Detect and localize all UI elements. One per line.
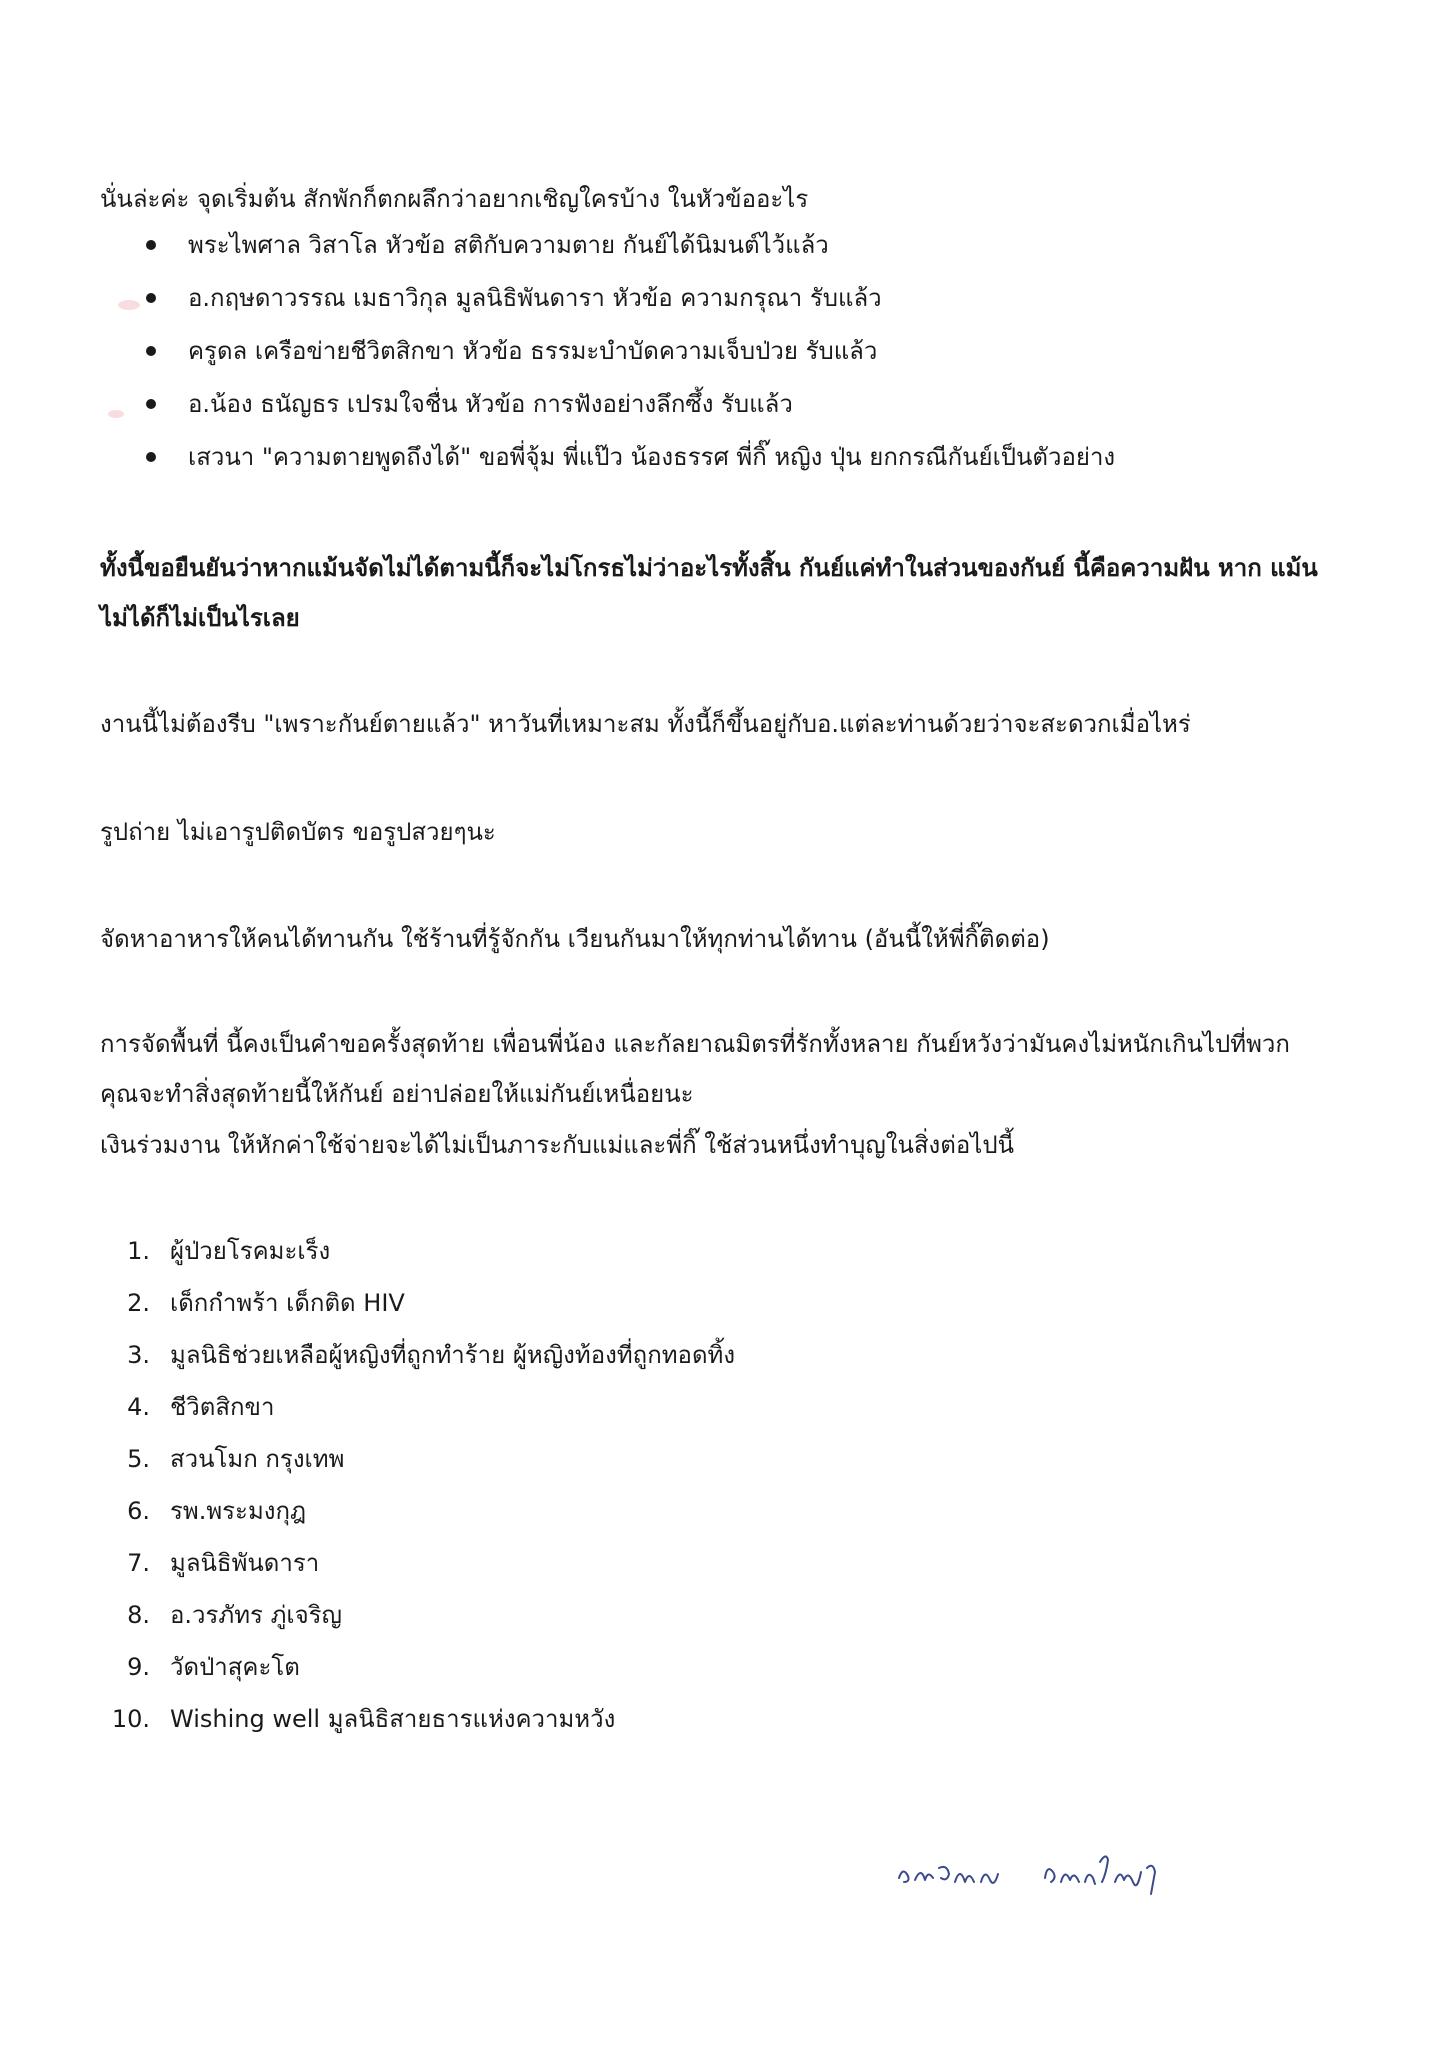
bullet-icon — [146, 399, 156, 409]
bullet-icon — [146, 240, 156, 250]
date-paragraph: งานนี้ไม่ต้องรีบ "เพราะกันย์ตายแล้ว" หาวันที่เหมาะสม ทั้งนี้ก็ขึ้นอยู่กับอ.แต่ละท่านด้วยว่าจะสะดวกเมื่อไหร่ — [100, 710, 1191, 738]
list-item: 3. มูลนิธิช่วยเหลือผู้หญิงที่ถูกทำร้าย ผู้หญิงท้องที่ถูกทอดทิ้ง — [127, 1341, 736, 1369]
list-item: 7. มูลนิธิพันดารา — [127, 1549, 320, 1577]
list-item: 8. อ.วรภัทร ภู่เจริญ — [127, 1601, 342, 1629]
bullet-icon — [146, 293, 156, 303]
list-item: 6. รพ.พระมงกุฎ — [127, 1497, 307, 1525]
money-paragraph: เงินร่วมงาน ให้หักค่าใช้จ่ายจะได้ไม่เป็นภาระกับแม่และพี่กิ๊ ใช้ส่วนหนึ่งทำบุญในสิ่งต่อไปนี้ — [100, 1131, 1014, 1159]
list-item: อ.กฤษดาวรรณ เมธาวิกุล มูลนิธิพันดารา หัวข้อ ความกรุณา รับแล้ว — [100, 278, 1115, 331]
signature-icon — [895, 1838, 1235, 1898]
space-paragraph: การจัดพื้นที่ นี้คงเป็นคำขอครั้งสุดท้าย เพื่อนพี่น้อง และกัลยาณมิตรที่รักทั้งหลาย กันย์หวังว่ามันคงไม่หนักเกินไปที่พวก คุณจะทำสิ่งสุดท้ายนี้ให้กันย์ อย่าปล่อยให้แม่กันย์เหนื่อยนะ — [100, 1030, 1290, 1108]
list-item: 5. สวนโมก กรุงเทพ — [127, 1445, 345, 1473]
list-item: เสวนา "ความตายพูดถึงได้" ขอพี่จุ้ม พี่แป๊ว น้องธรรศ พี่กิ๊ หญิง ปุ่น ยกกรณีกันย์เป็นตัวอย่าง — [100, 437, 1115, 490]
food-paragraph: จัดหาอาหารให้คนได้ทานกัน ใช้ร้านที่รู้จักกัน เวียนกันมาให้ทุกท่านได้ทาน (อันนี้ให้พี่กิ๊ติดต่อ) — [100, 925, 1050, 953]
intro-line: นั่นล่ะค่ะ จุดเริ่มต้น สักพักก็ตกผลึกว่าอยากเชิญใครบ้าง ในหัวข้ออะไร — [100, 185, 809, 213]
list-item: 1. ผู้ป่วยโรคมะเร็ง — [127, 1237, 331, 1265]
speaker-list — [100, 225, 1115, 490]
list-item: พระไพศาล วิสาโล หัวข้อ สติกับความตาย กันย์ได้นิมนต์ไว้แล้ว — [100, 225, 1115, 278]
list-item: 4. ชีวิตสิกขา — [127, 1393, 275, 1421]
bullet-icon — [146, 452, 156, 462]
list-item: อ.น้อง ธนัญธร เปรมใจชื่น หัวข้อ การฟังอย่างลึกซึ้ง รับแล้ว — [100, 384, 1115, 437]
commitment-paragraph: ทั้งนี้ขอยืนยันว่าหากแม้นจัดไม่ได้ตามนี้ก็จะไม่โกรธไม่ว่าอะไรทั้งสิ้น กันย์แค่ทำในส่วนของกันย์ นี้คือความฝัน หาก แม้นไม่ได้ก็ไม่เป็นไรเลย — [100, 554, 1318, 632]
list-item: 10. Wishing well มูลนิธิสายธารแห่งความหวัง — [111, 1705, 616, 1733]
handwritten-signature — [895, 1838, 1235, 1898]
list-item: ครูดล เครือข่ายชีวิตสิกขา หัวข้อ ธรรมะบำบัดความเจ็บป่วย รับแล้ว — [100, 331, 1115, 384]
list-item: 9. วัดป่าสุคะโต — [127, 1653, 300, 1681]
photo-paragraph: รูปถ่าย ไม่เอารูปติดบัตร ขอรูปสวยๆนะ — [100, 818, 496, 846]
donation-list — [100, 1231, 735, 1751]
list-item: 2. เด็กกำพร้า เด็กติด HIV — [127, 1289, 405, 1317]
bullet-icon — [146, 346, 156, 356]
